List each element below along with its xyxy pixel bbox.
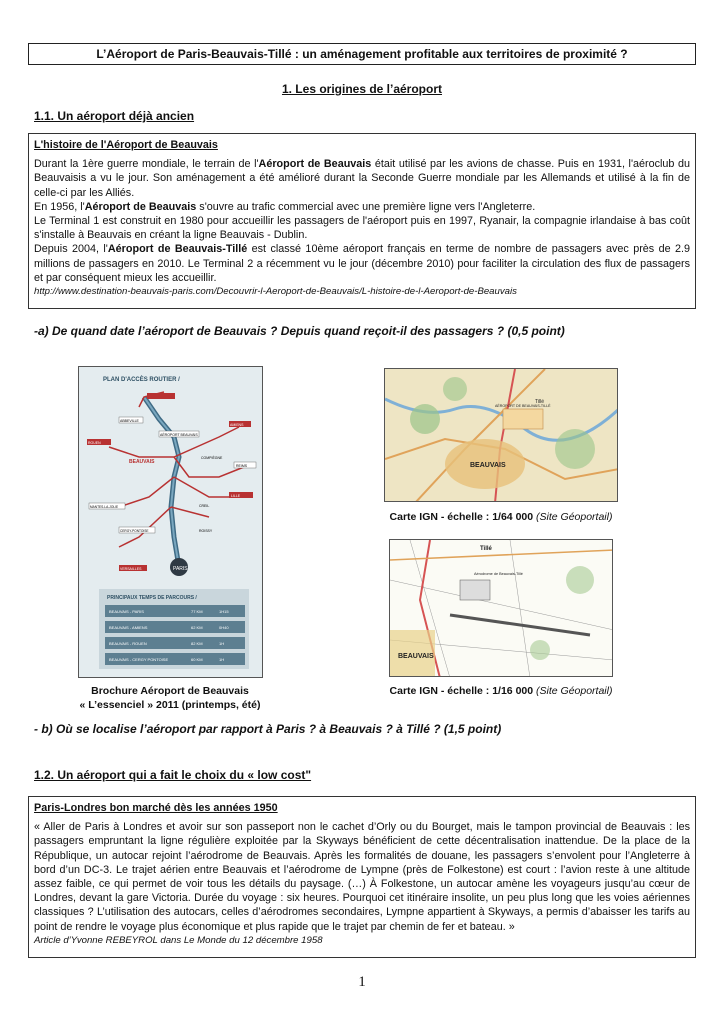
brochure-label-reims: REIMS bbox=[236, 464, 248, 468]
brochure-label-lille: LILLE bbox=[231, 494, 241, 498]
subsection-title-1-2: 1.2. Un aéroport qui a fait le choix du « low cost" bbox=[34, 768, 312, 782]
low-cost-heading: Paris-Londres bon marché dès les années 1950 bbox=[34, 802, 278, 814]
brochure-label-rouen: ROUEN bbox=[88, 441, 101, 445]
brochure-table-row bbox=[105, 637, 245, 649]
brochure-label-creil: CREIL bbox=[199, 504, 210, 508]
map1-caption: Carte IGN - échelle : 1/64 000 (Site Géoportail) bbox=[389, 511, 613, 523]
svg-text:1H: 1H bbox=[219, 657, 225, 662]
map2-label-aerodrome: Aérodrome de Beauvais-Tillé bbox=[474, 572, 523, 576]
ign-map-64000 bbox=[384, 368, 618, 502]
map-16000-drawing bbox=[390, 540, 613, 677]
svg-text:60 KM: 60 KM bbox=[191, 657, 203, 662]
subsection-title-1-1: 1.1. Un aéroport déjà ancien bbox=[34, 109, 195, 123]
brochure-image bbox=[78, 366, 263, 678]
brochure-caption: Brochure Aéroport de Beauvais « L’essenciel » 2011 (printemps, été) bbox=[79, 685, 261, 711]
history-heading: L'histoire de l'Aéroport de Beauvais bbox=[34, 139, 218, 151]
brochure-label-paris: PARIS bbox=[173, 566, 188, 572]
svg-text:82 KM: 82 KM bbox=[191, 641, 203, 646]
history-paragraph: En 1956, l'Aéroport de Beauvais s'ouvre au trafic commercial avec une première ligne vers l'Angleterre. bbox=[34, 200, 536, 213]
low-cost-textbox bbox=[28, 796, 696, 958]
map1-label-tille: Tillé bbox=[535, 399, 544, 405]
map2-label-beauvais: BEAUVAIS bbox=[398, 653, 434, 660]
map1-label-airport: AÉROPORT DE BEAUVAIS-TILLÉ bbox=[495, 404, 551, 408]
page-title: L’Aéroport de Paris-Beauvais-Tillé : un aménagement profitable aux territoires de proximité ? bbox=[28, 43, 696, 65]
brochure-label-versailles: VERSAILLES bbox=[120, 567, 142, 571]
low-cost-source: Article d’Yvonne REBEYROL dans Le Monde du 12 décembre 1958 bbox=[34, 934, 323, 946]
brochure-label-beauvais: BEAUVAIS bbox=[129, 459, 155, 465]
brochure-label-cergy: CERGY-PONTOISE bbox=[120, 529, 149, 533]
history-paragraph: Durant la 1ère guerre mondiale, le terrain de l'Aéroport de Beauvais était utilisé par les avions de chasse. Puis en 1931, l'aéroclub du Beauvaisis a vu le jour. Son aménagement a été amélioré durant la Seconde Guerre mondiale par les Allemands et utilisé à la fin de celle-ci par les Alliés. bbox=[34, 158, 691, 199]
brochure-label-compiegne: COMPIÈGNE bbox=[201, 456, 223, 460]
ign-map-16000 bbox=[389, 539, 613, 677]
svg-text:62 KM: 62 KM bbox=[191, 625, 203, 630]
svg-text:0H40: 0H40 bbox=[219, 625, 229, 630]
brochure-table-header: PRINCIPAUX TEMPS DE PARCOURS / bbox=[107, 595, 197, 601]
svg-text:1H: 1H bbox=[219, 641, 225, 646]
brochure-table-row bbox=[105, 605, 245, 617]
svg-text:BEAUVAIS - AMIENS: BEAUVAIS - AMIENS bbox=[109, 625, 148, 630]
brochure-table-row bbox=[105, 653, 245, 665]
brochure-header: PLAN D'ACCÈS ROUTIER / bbox=[103, 377, 180, 383]
brochure-label-airport: AÉROPORT BEAUVAIS bbox=[160, 433, 198, 437]
brochure-label-mantes: MANTES-LA-JOLIE bbox=[90, 505, 119, 509]
map2-caption: Carte IGN - échelle : 1/16 000 (Site Géoportail) bbox=[389, 685, 613, 697]
map2-label-tille: Tillé bbox=[480, 546, 492, 552]
map1-label-beauvais: BEAUVAIS bbox=[470, 462, 506, 469]
brochure-label-amiens: AMIENS bbox=[230, 423, 244, 427]
question-b: - b) Où se localise l’aéroport par rapport à Paris ? à Beauvais ? à Tillé ? (1,5 point) bbox=[34, 722, 502, 736]
svg-text:BEAUVAIS - ROUEN: BEAUVAIS - ROUEN bbox=[109, 641, 147, 646]
low-cost-paragraph: « Aller de Paris à Londres et avoir sur son passeport non le cachet d’Orly ou du Bourget, mais le tampon provincial de Beauvais : les passagers empruntant la ligne régulière exploitée par la Skyways bénéficient de cette décentralisation inattendue. De la place de la République, un autocar rejoint l’aérodrome de Beauvais. Après les formalités de douane, les passagers s’envolent pour l’Angleterre à bord d’un DC-3. Le trajet aérien entre Beauvais et l’aérodrome de Lympne (près de Folkestone) est court : l’avion reste à une altitude assez faible, ce qui permet de voir tous les détails du paysage. (…) À Folkestone, un autocar amène les voyageurs jusqu’au cœur de Londres, devant la gare Victoria. Durée du voyage : six heures. Pourquoi cet itinéraire insolite, un peu plus long que les voies aériennes classiques ? L’utilisation des autocars, celles d’aérodromes secondaires, Lympne appartient à Skyways, a permis d’abaisser les tarifs au point de rendre le voyage plus économique et plus rapide que le trajet par chemin de fer et bateau. » bbox=[34, 821, 690, 933]
history-source-link[interactable]: http://www.destination-beauvais-paris.com/Decouvrir-l-Aeroport-de-Beauvais/L-histoire-de-l-Aeroport-de-Beauvais bbox=[34, 286, 517, 298]
brochure-label-roissy: ROISSY bbox=[199, 529, 213, 533]
question-a: -a) De quand date l’aéroport de Beauvais ? Depuis quand reçoit-il des passagers ? (0,5 point) bbox=[34, 324, 565, 338]
svg-text:1H15: 1H15 bbox=[219, 609, 229, 614]
history-paragraph: Depuis 2004, l'Aéroport de Beauvais-Tillé est classé 10ème aéroport français en terme de nombre de passagers avec près de 2.9 millions de passagers en 2010. Le Terminal 2 a récemment vu le jour (décembre 2010) pour faciliter la circulation des flux de passagers et par conséquent mieux les accueillir. bbox=[34, 243, 690, 284]
section-title: 1. Les origines de l’aéroport bbox=[281, 82, 443, 96]
svg-text:BEAUVAIS - CERGY PONTOISE: BEAUVAIS - CERGY PONTOISE bbox=[109, 657, 169, 662]
svg-text:77 KM: 77 KM bbox=[191, 609, 203, 614]
history-paragraph: Le Terminal 1 est construit en 1980 pour accueillir les passagers de l'aéroport puis en 1997, Ryanair, la compagnie irlandaise à bas coût s'installe à Beauvais en créant la ligne Beauvais - Dublin. bbox=[34, 215, 690, 242]
history-textbox bbox=[28, 133, 696, 309]
svg-text:BEAUVAIS - PARIS: BEAUVAIS - PARIS bbox=[109, 609, 144, 614]
brochure-table-row bbox=[105, 621, 245, 633]
brochure-access-map bbox=[79, 367, 263, 678]
page-number: 1 bbox=[358, 974, 366, 990]
map-64000-drawing bbox=[385, 369, 618, 502]
brochure-label-abbeville: ABBEVILLE bbox=[120, 419, 139, 423]
